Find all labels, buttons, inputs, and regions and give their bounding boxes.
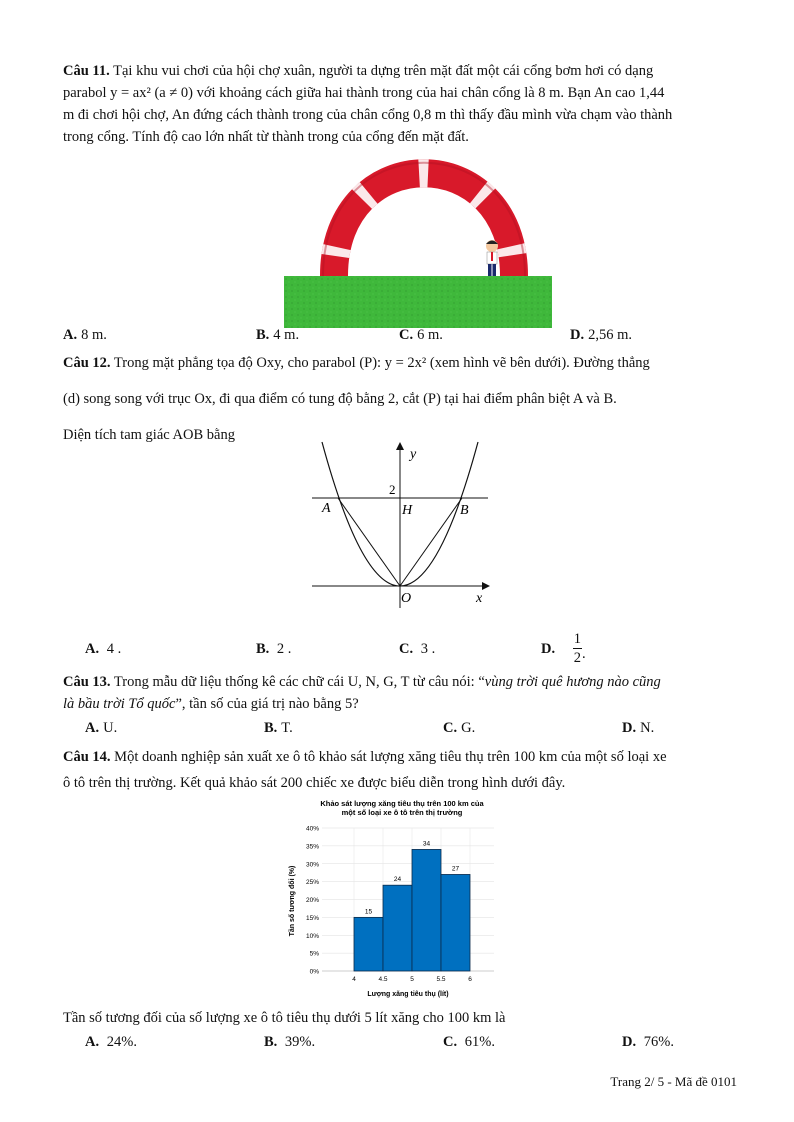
y-tick-label: 30% [305, 861, 319, 869]
bar-data-label: 27 [451, 865, 460, 873]
q11-option-d[interactable]: D. 2,56 m. [570, 327, 633, 343]
label-b: B [460, 503, 469, 518]
person-an [486, 240, 498, 276]
y-tick-label: 35% [305, 843, 319, 851]
q14-option-a[interactable]: A. 24%. [85, 1034, 137, 1050]
q14-option-d[interactable]: D. 76%. [622, 1034, 674, 1050]
bar-data-label: 15 [364, 908, 373, 916]
x-tick-label: 4.5 [378, 976, 388, 983]
label-h: H [402, 503, 413, 518]
x-tick-label: 6 [468, 976, 472, 983]
q12-option-d[interactable]: D. $\frac{1}{2}$ . [541, 631, 586, 666]
x-tick-label: 5 [410, 976, 414, 983]
q12-option-b[interactable]: B. 2 . [256, 641, 292, 657]
y-tick-label: 20% [305, 897, 319, 904]
y-tick-label: 10% [305, 932, 319, 940]
label-o: O [401, 591, 412, 606]
parabola-graph [310, 440, 490, 610]
y-tick-label: 0% [309, 968, 319, 976]
label-x: x [476, 591, 483, 606]
q11-text: Câu 11. Tại khu vui chơi của hội chợ xuân, người ta dựng trên mặt đất một cái cổng bơm hơi có dạng parabol y = ax² (a ≠ 0) với khoảng cách giữa hai thành trong của hai chân cổng là 8 m. Bạn An cao 1,44 m đi chơi hội chợ, An đứng cách thành trong của chân cổng 0,8 m thì thấy đầu mình vừa chạm vào thành trong cổng. Tính độ cao lớn nhất từ thành trong của cổng đến mặt đất. [63, 63, 673, 145]
y-tick-label: 15% [305, 914, 319, 922]
label-two: 2 [389, 482, 396, 497]
y-tick-label: 40% [305, 825, 319, 833]
x-tick-label: 5.5 [436, 976, 446, 983]
q11-option-b[interactable]: B. 4 m. [256, 327, 300, 343]
q11-formula: y = ax² (a ≠ 0) [110, 85, 193, 101]
chart-ylabel: Tần số tương đối (%) [289, 865, 296, 937]
q11-option-a[interactable]: A. 8 m. [63, 327, 107, 343]
q13-text: Câu 13. Trong mẫu dữ liệu thống kê các chữ cái U, N, G, T từ câu nói: “vùng trời quê hương nào cũng là bầu trời Tổ quốc”, tần số của giá trị nào bằng 5? [63, 674, 661, 712]
histogram-bar [412, 849, 441, 971]
bar-data-label: 34 [422, 840, 431, 848]
q14-option-c[interactable]: C. 61%. [443, 1034, 495, 1050]
q12-text: Câu 12. Trong mặt phẳng tọa độ Oxy, cho parabol (P): y = 2x² (xem hình vẽ bên dưới). Đường thẳng (d) song song với trục Ox, đi qua điểm có tung độ bằng 2, cắt (P) tại hai điểm phân biệt A và B. Diện tích tam giác AOB bằng [63, 355, 650, 443]
q12-option-a[interactable]: A. 4 . [85, 641, 122, 657]
q13-label: Câu 13. [63, 674, 111, 690]
q13-option-b[interactable]: B. T. [264, 720, 293, 736]
chart-title-line2: một số loại xe ô tô trên thị trường [341, 808, 463, 817]
q11-option-c[interactable]: C. 6 m. [399, 327, 443, 343]
inflatable-gate-illustration [284, 145, 552, 328]
q14-text: Câu 14. Một doanh nghiệp sản xuất xe ô tô khảo sát lượng xăng tiêu thụ trên 100 km của một số loại xe ô tô trên thị trường. Kết quả khảo sát 200 chiếc xe được biểu diễn trong hình dưới đây. [63, 749, 667, 791]
y-tick-label: 5% [309, 950, 319, 958]
histogram-bar [354, 917, 383, 971]
fuel-consumption-histogram [282, 797, 508, 1003]
page-footer: Trang 2/ 5 - Mã đề 0101 [610, 1074, 737, 1089]
q13-option-c[interactable]: C. G. [443, 720, 476, 736]
label-a: A [322, 501, 331, 516]
chart-title-line1: Khảo sát lượng xăng tiêu thụ trên 100 km của [320, 799, 484, 808]
x-tick-label: 4 [352, 976, 356, 983]
segment-oa [338, 498, 400, 586]
q12-option-c[interactable]: C. 3 . [399, 641, 436, 657]
y-tick-label: 25% [305, 879, 319, 887]
q13-option-a[interactable]: A. U. [85, 720, 118, 736]
q14-option-b[interactable]: B. 39%. [264, 1034, 316, 1050]
chart-xlabel: Lượng xăng tiêu thụ (lít) [367, 991, 449, 998]
q13-option-d[interactable]: D. N. [622, 720, 655, 736]
label-y: y [410, 447, 417, 462]
bar-data-label: 24 [393, 876, 402, 884]
q12-label: Câu 12. [63, 355, 111, 371]
histogram-bar [383, 885, 412, 971]
q14-label: Câu 14. [63, 749, 111, 765]
q11-label: Câu 11. [63, 63, 110, 79]
histogram-bar [441, 874, 470, 971]
q14-question: Tần số tương đối của số lượng xe ô tô tiêu thụ dưới 5 lít xăng cho 100 km là [63, 1010, 506, 1026]
